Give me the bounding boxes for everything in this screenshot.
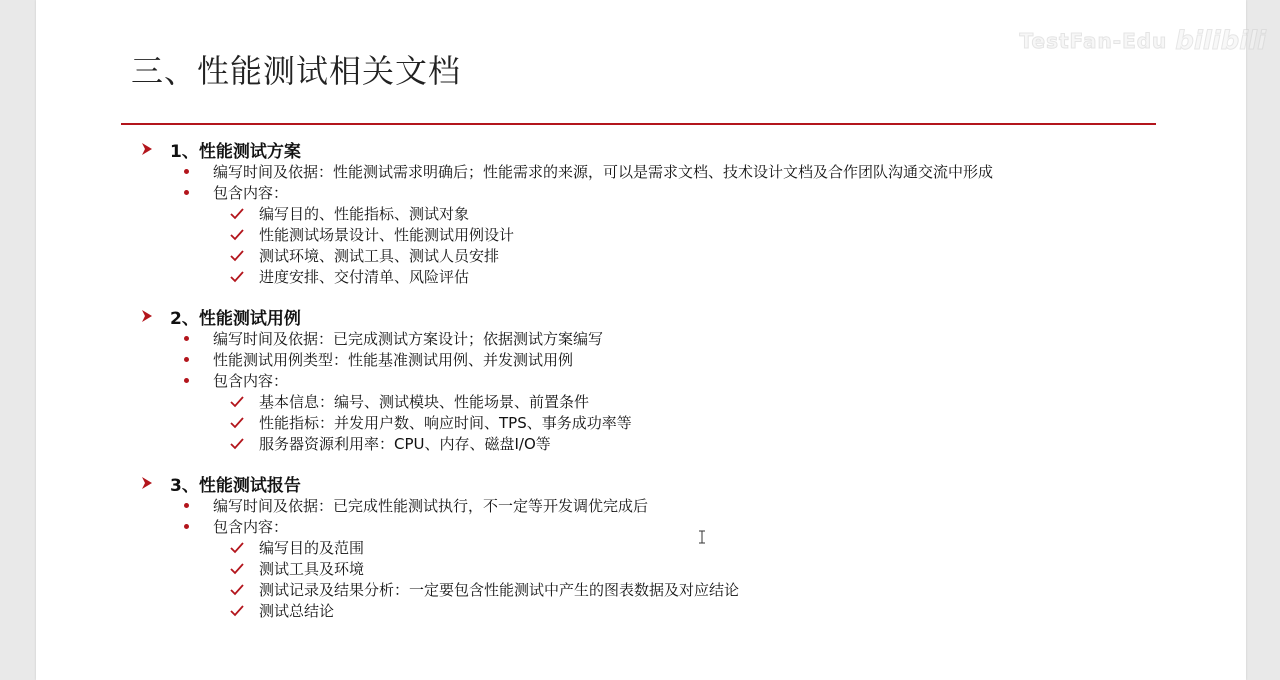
section-cases [140,304,1220,454]
title-divider [121,123,1156,125]
check-text: 编写目的、性能指标、测试对象 [259,205,470,223]
arrow-bullet-icon [140,142,154,156]
checkmark-icon [230,541,244,555]
arrow-bullet-icon [140,476,154,490]
checkmark-icon [230,562,244,576]
arrow-bullet-icon [140,309,154,323]
dot-bullet-icon [184,169,189,174]
section-heading [140,471,1220,495]
bullet-text: 包含内容： [213,518,289,536]
check-item [140,245,1220,266]
checkmark-icon [230,395,244,409]
check-text: 性能测试场景设计、性能测试用例设计 [259,226,515,244]
section-heading-text: 1、性能测试方案 [170,141,301,162]
checkmark-icon [230,604,244,618]
text-cursor-icon [698,530,706,544]
check-text: 测试环境、测试工具、测试人员安排 [259,247,500,265]
slide-title: 三、性能测试相关文档 [131,52,462,90]
bullet-item [140,516,1220,537]
check-text: 测试总结论 [259,602,335,620]
check-item [140,412,1220,433]
section-plan [140,137,1220,287]
bullet-text: 编写时间及依据：已完成性能测试执行，不一定等开发调优完成后 [213,497,649,515]
slide-content [140,137,1220,638]
check-text: 性能指标：并发用户数、响应时间、TPS、事务成功率等 [259,414,632,432]
bullet-text: 包含内容： [213,184,289,202]
check-text: 测试记录及结果分析：一定要包含性能测试中产生的图表数据及对应结论 [259,581,740,599]
check-item [140,537,1220,558]
section-heading-text: 3、性能测试报告 [170,475,301,496]
check-text: 服务器资源利用率：CPU、内存、磁盘I/O等 [259,435,551,453]
check-text: 测试工具及环境 [259,560,365,578]
checkmark-icon [230,437,244,451]
dot-bullet-icon [184,524,189,529]
checkmark-icon [230,249,244,263]
check-item [140,433,1220,454]
bullet-text: 包含内容： [213,372,289,390]
check-text: 编写目的及范围 [259,539,365,557]
slide [36,0,1246,680]
dot-bullet-icon [184,357,189,362]
checkmark-icon [230,583,244,597]
checkmark-icon [230,207,244,221]
check-item [140,266,1220,287]
section-report [140,471,1220,621]
bullet-item [140,370,1220,391]
watermark [1020,26,1266,56]
bullet-text: 编写时间及依据：性能测试需求明确后；性能需求的来源，可以是需求文档、技术设计文档及合作团队沟通交流中形成 [213,163,994,181]
check-item [140,600,1220,621]
check-text: 进度安排、交付清单、风险评估 [259,268,470,286]
section-heading-text: 2、性能测试用例 [170,308,301,329]
bullet-item [140,161,1220,182]
bullet-item [140,182,1220,203]
section-heading [140,137,1220,161]
section-heading [140,304,1220,328]
dot-bullet-icon [184,190,189,195]
check-item [140,224,1220,245]
check-item [140,203,1220,224]
dot-bullet-icon [184,503,189,508]
bullet-item [140,349,1220,370]
checkmark-icon [230,416,244,430]
bilibili-logo: bilibili [1175,26,1266,56]
check-text: 基本信息：编号、测试模块、性能场景、前置条件 [259,393,590,411]
bullet-text: 性能测试用例类型：性能基准测试用例、并发测试用例 [213,351,574,369]
checkmark-icon [230,270,244,284]
checkmark-icon [230,228,244,242]
bullet-item [140,328,1220,349]
dot-bullet-icon [184,378,189,383]
check-item [140,558,1220,579]
bullet-item [140,495,1220,516]
dot-bullet-icon [184,336,189,341]
bullet-text: 编写时间及依据：已完成测试方案设计；依据测试方案编写 [213,330,604,348]
check-item [140,391,1220,412]
check-item [140,579,1220,600]
watermark-text: TestFan-Edu [1019,29,1168,53]
